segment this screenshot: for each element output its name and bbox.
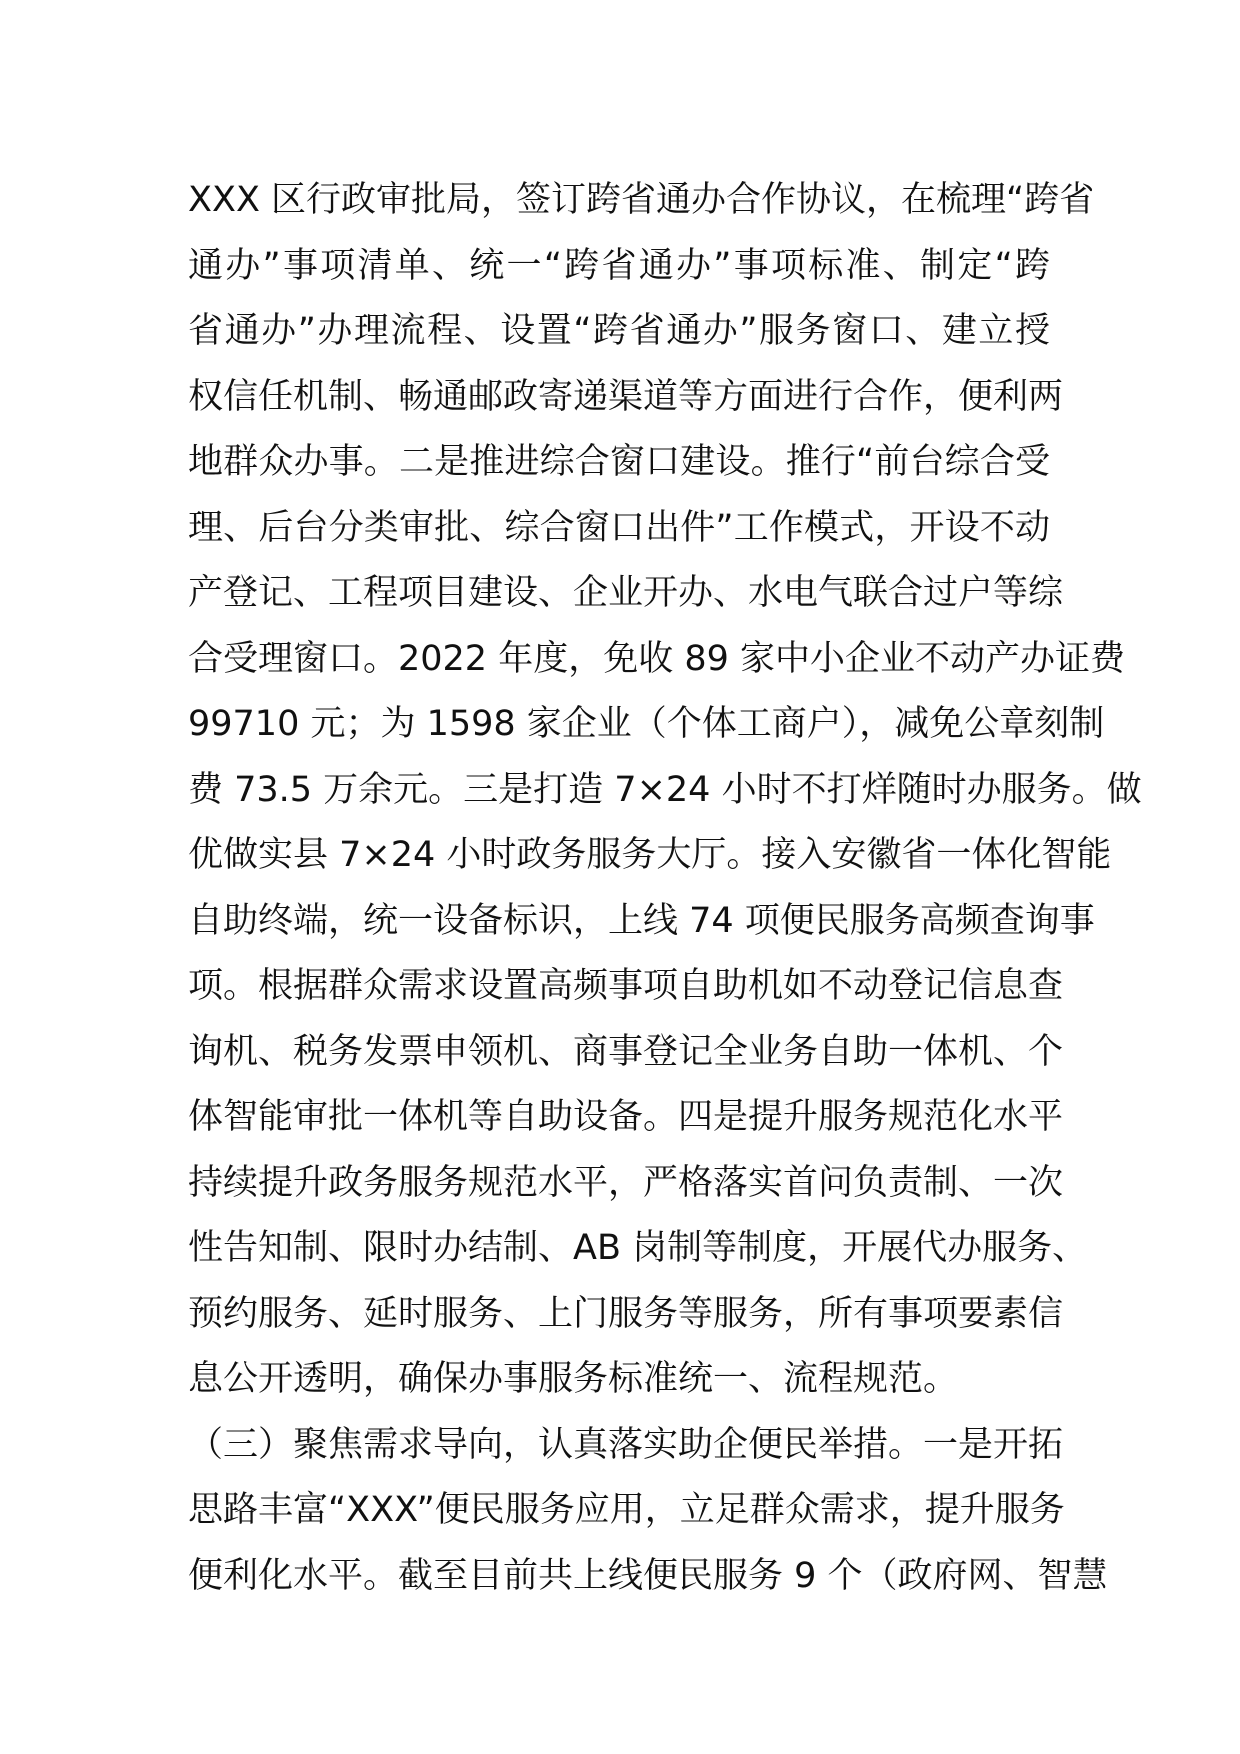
text-line: 费 73.5 万余元。三是打造 7×24 小时不打烊随时办服务。做: [188, 769, 1142, 810]
text-line: 便利化水平。截至目前共上线便民服务 9 个（政府网、智慧: [188, 1555, 1108, 1596]
text-line: 项。根据群众需求设置高频事项自助机如不动登记信息查: [188, 966, 1064, 1006]
text-line: 地群众办事。二是推进综合窗口建设。推行“前台综合受: [188, 442, 1050, 482]
text-line: 持续提升政务服务规范水平，严格落实首问负责制、一次: [188, 1162, 1064, 1203]
text-line: 产登记、工程项目建设、企业开办、水电气联合过户等综: [188, 573, 1064, 613]
text-line: 省通办”办理流程、设置“跨省通办”服务窗口、建立授: [188, 311, 1050, 351]
text-line: XXX 区行政审批局，签订跨省通办合作协议，在梳理“跨省: [188, 180, 1095, 220]
text-line: （三）聚焦需求导向，认真落实助企便民举措。一是开拓: [188, 1424, 1064, 1465]
text-line: 体智能审批一体机等自助设备。四是提升服务规范化水平: [188, 1097, 1064, 1137]
text-line: 99710 元；为 1598 家企业（个体工商户），减免公章刻制: [188, 704, 1105, 744]
text-line: 询机、税务发票申领机、商事登记全业务自助一体机、个: [188, 1031, 1064, 1072]
text-line: 理、后台分类审批、综合窗口出件”工作模式，开设不动: [188, 507, 1050, 548]
text-line: 权信任机制、畅通邮政寄递渠道等方面进行合作，便利两: [188, 376, 1064, 417]
text-line: 合受理窗口。2022 年度，免收 89 家中小企业不动产办证费: [188, 638, 1125, 679]
body-text: [188, 168, 1142, 1609]
text-line: 预约服务、延时服务、上门服务等服务，所有事项要素信: [188, 1293, 1064, 1334]
text-line: 思路丰富“XXX”便民服务应用，立足群众需求，提升服务: [188, 1490, 1065, 1530]
text-line: 性告知制、限时办结制、AB 岗制等制度，开展代办服务、: [188, 1228, 1088, 1268]
text-line: 通办”事项清单、统一“跨省通办”事项标准、制定“跨: [188, 245, 1050, 286]
text-line: 优做实县 7×24 小时政务服务大厅。接入安徽省一体化智能: [188, 835, 1112, 875]
text-line: 自助终端，统一设备标识，上线 74 项便民服务高频查询事: [188, 900, 1095, 941]
text-line: 息公开透明，确保办事服务标准统一、流程规范。: [188, 1359, 959, 1399]
